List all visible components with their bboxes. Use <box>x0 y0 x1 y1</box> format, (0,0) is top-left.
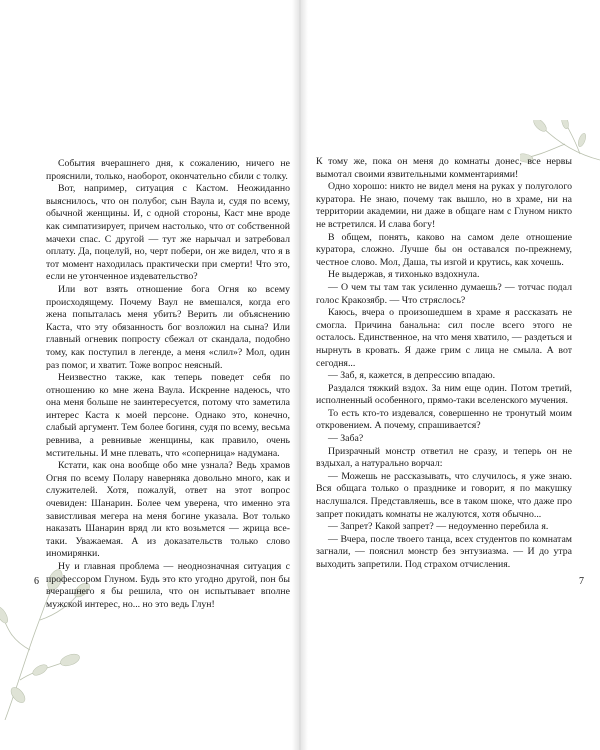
paragraph: То есть кто-то издевался, совершенно не тронутый моим откровением. А почему, спрашивается? <box>316 407 572 432</box>
paragraph: Одно хорошо: никто не видел меня на руках у полуголого куратора. Не знаю, почему так вышло, но в храме, ни на территории академии, ни даже в общаге нам с Глуном никто не встретился. И слава богу! <box>316 181 572 230</box>
paragraph: Призрачный монстр ответил не сразу, и теперь он не вздыхал, а натурально ворчал: <box>316 445 572 470</box>
paragraph: Не выдержав, я тихонько вздохнула. <box>328 269 480 281</box>
paragraph: Раздался тяжкий вздох. За ним еще один. Потом третий, исполненный особенного, прямо-таки вселенского мучения. <box>316 382 572 407</box>
right-text-column <box>316 156 572 572</box>
paragraph: Ну и главная проблема — неоднозначная ситуация с профессором Глуном. Будь это кто угодно другой, пон бы вчерашнего я бы решила, что он испытывает вполне мужской интерес, но... но это ведь Глун! <box>46 561 290 610</box>
paragraph: К тому же, пока он меня до комнаты донес, все нервы вымотал своими язвительными комментариями! <box>316 156 572 180</box>
page-number-right: 7 <box>579 576 584 587</box>
paragraph: — О чем ты там так усиленно думаешь? — тотчас подал голос Кракозябр. — Что стряслось? <box>316 281 572 306</box>
paragraph: — Запрет? Какой запрет? — недоуменно перебила я. <box>328 521 549 533</box>
paragraph: События вчерашнего дня, к сожалению, ничего не прояснили, только, наоборот, окончательно сбили с толку. <box>46 158 290 182</box>
paragraph: Неизвестно также, как теперь поведет себя по отношению ко мне жена Ваула. Искренне надеюсь, что она меня больше не заинтересуется, потому что заметила интерес Каста к моей персоне. Однако это, конечно, слабый аргумент. Тем более богиня, судя по всему, весьма ревнива, а ревнивые женщины, как правило, очень мстительны. И мне плевать, что «соперница» надумана. <box>46 372 290 459</box>
paragraph: — Заб, я, кажется, в депрессию впадаю. <box>328 370 496 382</box>
paragraph: Каюсь, вчера о произошедшем в храме я рассказать не смогла. Причина банальна: сил после всего этого не осталось. Единственное, на что меня хватило, — раздеться и нырнуть в кровать. Я даже грим с лица не смыла. А вот сегодня... <box>316 307 572 369</box>
left-text-column <box>46 158 290 611</box>
page-number-left: 6 <box>34 576 39 587</box>
right-page <box>300 0 600 750</box>
paragraph: — Заба? <box>328 433 364 445</box>
book-gutter <box>292 0 308 750</box>
paragraph: Кстати, как она вообще обо мне узнала? Ведь храмов Огня по всему Полару наверняка довольно много, как и служителей. Хотя, пожалуй, ответ на этот вопрос очевиден: Шанарин. Более чем уверена, что именно эта завистливая мегера на меня богине указала. Вот только наказать Шанарин вряд ли кто возьмется — жрица все-таки. Уважаемая. А из доказательств только слово иномирянки. <box>46 460 290 560</box>
paragraph: Вот, например, ситуация с Кастом. Неожиданно выяснилось, что он полубог, сын Ваула и, судя по всему, обычной женщины. И, с одной стороны, Каст мне вроде как симпатизирует, причем настолько, что от собственной мачехи спас. С другой — тут же нарычал и затребовал оплату. Да, поцелуй, но, черт побери, он же видел, что я в тот момент находилась практически при смерти! Что это, если не утонченное издевательство? <box>46 183 290 283</box>
paragraph: В общем, понять, каково на самом деле отношение куратора, сложно. Лучше бы он оставался по-прежнему, честное слово. Мол, Даша, ты изгой и крутись, как хочешь. <box>316 231 572 268</box>
paragraph: — Вчера, после твоего танца, всех студентов по комнатам загнали, — пояснил монстр без энтузиазма. — И до утра выходить запретили. Под страхом отчисления. <box>316 533 572 570</box>
paragraph: — Можешь не рассказывать, что случилось, я уже знаю. Вся общага только о празднике и говорит, я по макушку наслушался. Представляешь, все в таком шоке, что даже про запрет покидать комнаты не жалуются, хотя обычно... <box>316 470 572 520</box>
paragraph: Или вот взять отношение бога Огня ко всему происходящему. Почему Ваул не вмешался, когда его жена попыталась меня убить? Верить ли объяснению Каста, что эту обязанность бог возложил на сына? Или главный огневик попросту сбежал от скандала, подобно тому, как поступил в легенде, а меня «слил»? Мол, один раз помог, и хватит. Тоже вопрос неясный. <box>46 283 290 371</box>
